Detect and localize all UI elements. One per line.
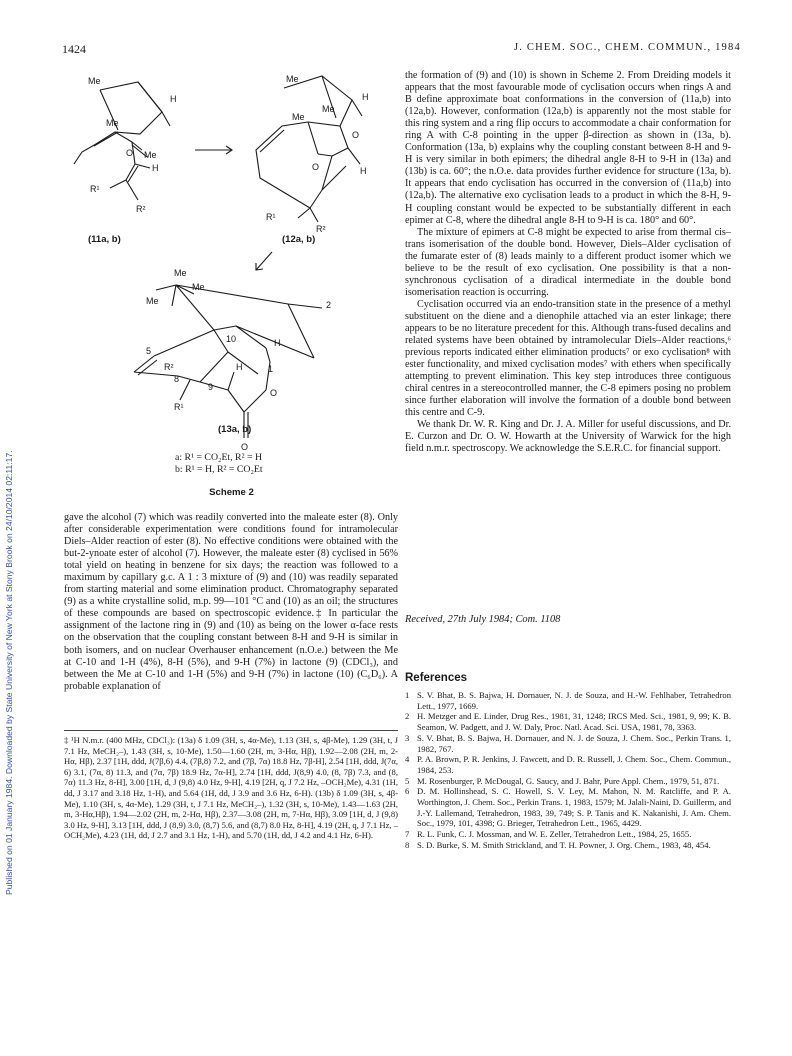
atom-me: Me (192, 282, 205, 292)
reference-number: 5 (405, 775, 410, 786)
reference-item (405, 711, 731, 732)
atom-me: Me (88, 76, 101, 86)
references-list (405, 690, 731, 851)
reaction-arrow-1 (195, 146, 232, 154)
reference-item (405, 754, 731, 775)
reference-text: S. V. Bhat, B. S. Bajwa, H. Dornauer, N. J. de Souza, and H.-W. Fehlhaber, Tetrahedron Lett., 1977, 1669. (417, 690, 731, 711)
reference-item (405, 690, 731, 711)
provenance-link[interactable]: Published on 01 January 1984. Downloaded by State University of New York at Stony Brook on 24/10/2014 02:11:17. (4, 450, 14, 895)
reference-number: 3 (405, 732, 410, 743)
atom-h: H (360, 166, 367, 176)
atom-n8: 8 (174, 374, 180, 384)
atom-r2: R² (316, 224, 326, 234)
atom-h: H (274, 338, 281, 348)
atom-me: Me (174, 268, 187, 278)
label-13: (13a, b) (218, 424, 252, 435)
atom-o: O (126, 148, 134, 158)
atom-h: H (236, 362, 243, 372)
scheme-2-structures (60, 60, 410, 455)
reference-text: H. Metzger and E. Linder, Drug Res., 1981, 31, 1248; IRCS Med. Sci., 1981, 9, 99; K. B. Seamon, W. Padgett, and J. W. Daly, Proc. Natl. Acad. Sci. USA, 1981, 78, 3363. (417, 711, 731, 733)
atom-h: H (362, 92, 369, 102)
reference-item (405, 840, 731, 851)
reference-item (405, 829, 731, 840)
reaction-arrow-2 (256, 252, 272, 270)
atom-n10: 10 (226, 334, 237, 344)
references-heading: References (405, 672, 468, 684)
reference-item (405, 733, 731, 754)
atom-me: Me (292, 112, 305, 122)
paragraph: gave the alcohol (7) which was readily converted into the maleate ester (8). Only after considerable experimentation were conditions found for intramolecular Diels–Alder reaction of ester (8). No effective conditions were obtained with the but-2-ynoate ester of alcohol (7). However, the maleate ester (8) cyclised in 56% total yield on heating in benzene for six days; the reaction was followed to a maximum by capillary g.c. A 1 : 3 mixture of (9) and (10) was readily separated from starting material and some elimination product. Chromatography separated (9) as a white crystalline solid, m.p. 99—101 °C and (10) as an oil; the structures of these compounds are based on spectroscopic evidence.‡ In particular the assignment of the lactone ring in (9) and (10) as being on the lower α-face rests on the observation that the coupling constant between 8-H and 9-H is similar in both isomers, and on nuclear Overhauser enhancement (n.O.e.) between the Me at C-10 and 1-H (4%), 8-H (5%), and 9-H (7%) in lactone (9) (CDCl₃), and between the Me at C-10 and 1-H (5%) and 9-H (7%) in lactone (10) (C₆D₆). A probable explanation of (64, 512, 398, 692)
atom-r1: R¹ (174, 402, 184, 412)
atom-h: H (170, 94, 177, 104)
atom-r1: R¹ (90, 184, 100, 194)
paragraph: Cyclisation occurred via an endo-transition state in the presence of a methyl substituent on the diene and a dienophile attached via an ester linkage; there appears to be no literature precedent for this. Although trans-fused decalins and related systems have been obtained by intramolecular Diels–Alder reactions,⁶ previous reports indicated either elimination products⁷ or exo cyclisation⁸ with ester functionality, and mixed cyclisation modes⁷ with ethers when specifically attempting to prevent elimination. This key step introduces three contiguous chiral centres in a stereocontrolled manner, the C-8 epimers posing no problem since further elaboration will involve the formation of a double bond between this centre and C-9. (405, 298, 731, 419)
provenance-sidebar (2, 140, 18, 900)
structure-11 (74, 76, 177, 245)
reference-text: P. A. Brown, P. R. Jenkins, J. Fawcett, and D. R. Russell, J. Chem. Soc., Chem. Commun., 1984, 253. (417, 754, 731, 775)
footnote-text: ‡ ¹H N.m.r. (400 MHz, CDCl₃): (13a) δ 1.09 (3H, s, 4α-Me), 1.13 (3H, s, 4β-Me), 1.29 (3H, t, J 7.1 Hz, MeCH₂–), 1.43 (3H, s, 10-Me), 1.50—1.60 (2H, m, 3-Hα, Hβ), 1.92—2.08 (2H, m, 2-Hα, Hβ), 2.37 [1H, ddd, J(7β,6) 4.4, (7β,8) 7.2, and (7β, 7α) 18.8 Hz, 7β-H], 2.54 [1H, ddd, J(7α, 6) 3.1, (7α, 8) 11.3, and (7α, 7β) 18.9 Hz, 7α-H], 2.74 [1H, ddd, J(8,9) 4.0, (8, 7β) 7.3, and (8, 7α) 11.3 Hz, 8-H], 3.00 [1H, d, J (9,8) 4.0 Hz, 9-H], 4.19 [2H, q, J 7.2 Hz, –OCH₂Me), 4.31 (1H, dd, J 3.17 and 3.18 Hz, 1-H), and 5.64 (1H, dd, J 3.9 and 3.6 Hz, 6-H). (13b) δ 1.09 (3H, s, 4β-Me), 1.10 (3H, s, 4α-Me), 1.29 (3H, t, J 7.1 Hz, MeCH₂–), 1.32 (3H, s, 10-Me), 1.43—1.63 (2H, m, 3-Hα,Hβ), 1.94—2.02 (2H, m, 2-Hα, Hβ), 2.37—3.08 (2H, m, 7-Hα, Hβ), 3.09 [1H, d, J (9,8) 3.0 Hz, 9-H], 3.13 [1H, ddd, J (8,9) 3.0, (8,7) 5.6, and (8,7) 8.0 Hz, 8-H], 4.19 (2H, q, J 7.1 Hz, –OCH₂Me), 4.23 (1H, dd, J 2.7 and 3.1 Hz, 1-H), and 5.70 (1H, dd, J 4.2 and 4.1 Hz, 6-H). (64, 735, 398, 841)
atom-me: Me (144, 150, 157, 160)
atom-o: O (270, 388, 278, 398)
atom-n1: 1 (268, 364, 274, 374)
atom-r2: R² (164, 362, 174, 372)
reference-text: R. L. Funk, C. J. Mossman, and W. E. Zeller, Tetrahedron Lett., 1984, 25, 1655. (417, 829, 692, 840)
reference-item (405, 776, 731, 787)
page-number: 1424 (62, 42, 86, 56)
atom-me: Me (146, 296, 159, 306)
atom-n5: 5 (146, 346, 152, 356)
scheme-title: Scheme 2 (209, 487, 254, 498)
paragraph: the formation of (9) and (10) is shown in Scheme 2. From Dreiding models it appears that the most favourable mode of cyclisation occurs when rings A and B define approximate boat conformations in the conversion of (11a,b) into (12a,b). However, conformation (12a,b) is apparently not the most stable for this ring system and a ring flip occurs to accommodate a chair conformation for ring A with C-8 pointing in the upper β-direction as shown in (13a, b). Conformation (13a, b) explains why the coupling constant between 8-H and 9-H is very similar in both epimers; the dihedral angle 8-H to 9-H in (13a) and (13b) is ca. 60°; the n.O.e. data provides further evidence for structure (13a, b). It appears that endo cyclisation has occurred in the conversion of (11a,b) into (12a,b). The alternative exo cyclisation leads to a product in which the 8-H, 9-H coupling constant would be expected to be substantially different in each epimer at C-8, where the dihedral angle 8-H to 9-H is ca. 180° and 60°. (405, 70, 731, 226)
left-column (64, 512, 398, 693)
atom-me: Me (286, 74, 299, 84)
reference-text: S. V. Bhat, B. S. Bajwa, H. Dornauer, and N. J. de Souza, J. Chem. Soc., Perkin Trans. 1, 1982, 767. (417, 732, 731, 754)
structure-12 (256, 74, 369, 245)
paragraph: We thank Dr. W. R. King and Dr. J. A. Miller for useful discussions, and Dr. E. Curzon and Dr. O. W. Howarth at the University of Warwick for the high field n.m.r. spectroscopy. We acknowledge the S.E.R.C. for financial support. (405, 419, 731, 455)
reference-number: 1 (405, 690, 410, 700)
atom-o: O (312, 162, 320, 172)
atom-r2: R² (136, 204, 146, 214)
reference-text: M. Rosenburger, P. McDougal, G. Saucy, and J. Bahr, Pure Appl. Chem., 1979, 51, 871. (417, 775, 720, 786)
label-12: (12a, b) (282, 234, 316, 245)
atom-o: O (352, 130, 360, 140)
reference-number: 7 (405, 829, 410, 840)
atom-me: Me (322, 104, 335, 114)
paragraph: The mixture of epimers at C-8 might be expected to arise from thermal cis–trans isomerisation of the double bond. However, Diels–Alder cyclisation of the fumarate ester of (8) leads mainly to a different product isomer which we believe to be the result of exo cyclisation. One possibility is that a non-synchronous cyclisation of a diradical intermediate in the double bond isomerisation reaction is occurring. (405, 226, 731, 298)
legend-b: b: R¹ = H, R² = CO₂Et (175, 463, 263, 475)
right-column (405, 70, 731, 456)
atom-n2: 2 (326, 300, 332, 310)
reference-number: 4 (405, 754, 410, 765)
atom-r1: R¹ (266, 212, 276, 222)
reference-number: 6 (405, 786, 410, 797)
legend-a: a: R¹ = CO₂Et, R² = H (175, 452, 263, 463)
reference-text: S. D. Burke, S. M. Smith Strickland, and T. H. Powner, J. Org. Chem., 1983, 48, 454. (417, 839, 711, 850)
running-head: J. CHEM. SOC., CHEM. COMMUN., 1984 (514, 42, 741, 53)
footnote (64, 730, 398, 841)
received-line: Received, 27th July 1984; Com. 1108 (405, 614, 561, 625)
atom-o: O (241, 442, 249, 452)
reference-number: 8 (405, 839, 410, 850)
reference-number: 2 (405, 711, 410, 722)
atom-h: H (152, 163, 159, 173)
atom-me: Me (106, 118, 119, 128)
reference-item (405, 786, 731, 829)
label-11: (11a, b) (88, 234, 121, 245)
reference-text: D. M. Hollinshead, S. C. Howell, S. V. Ley, M. Mahon, N. M. Ratcliffe, and P. A. Worthington, J. Chem. Soc., Perkin Trans. 1, 1983, 1579; M. Jalali-Naini, D. Guillerm, and J.-Y. Lallemand, Tetrahedron, 1983, 39, 749; S. P. Tanis and K. Nakanishi, J. Am. Chem. Soc., 1979, 101, 4398; G. Brieger, Tetrahedron Lett., 1965, 4429. (417, 786, 731, 829)
scheme-legend (175, 452, 263, 475)
atom-n9: 9 (208, 382, 214, 392)
